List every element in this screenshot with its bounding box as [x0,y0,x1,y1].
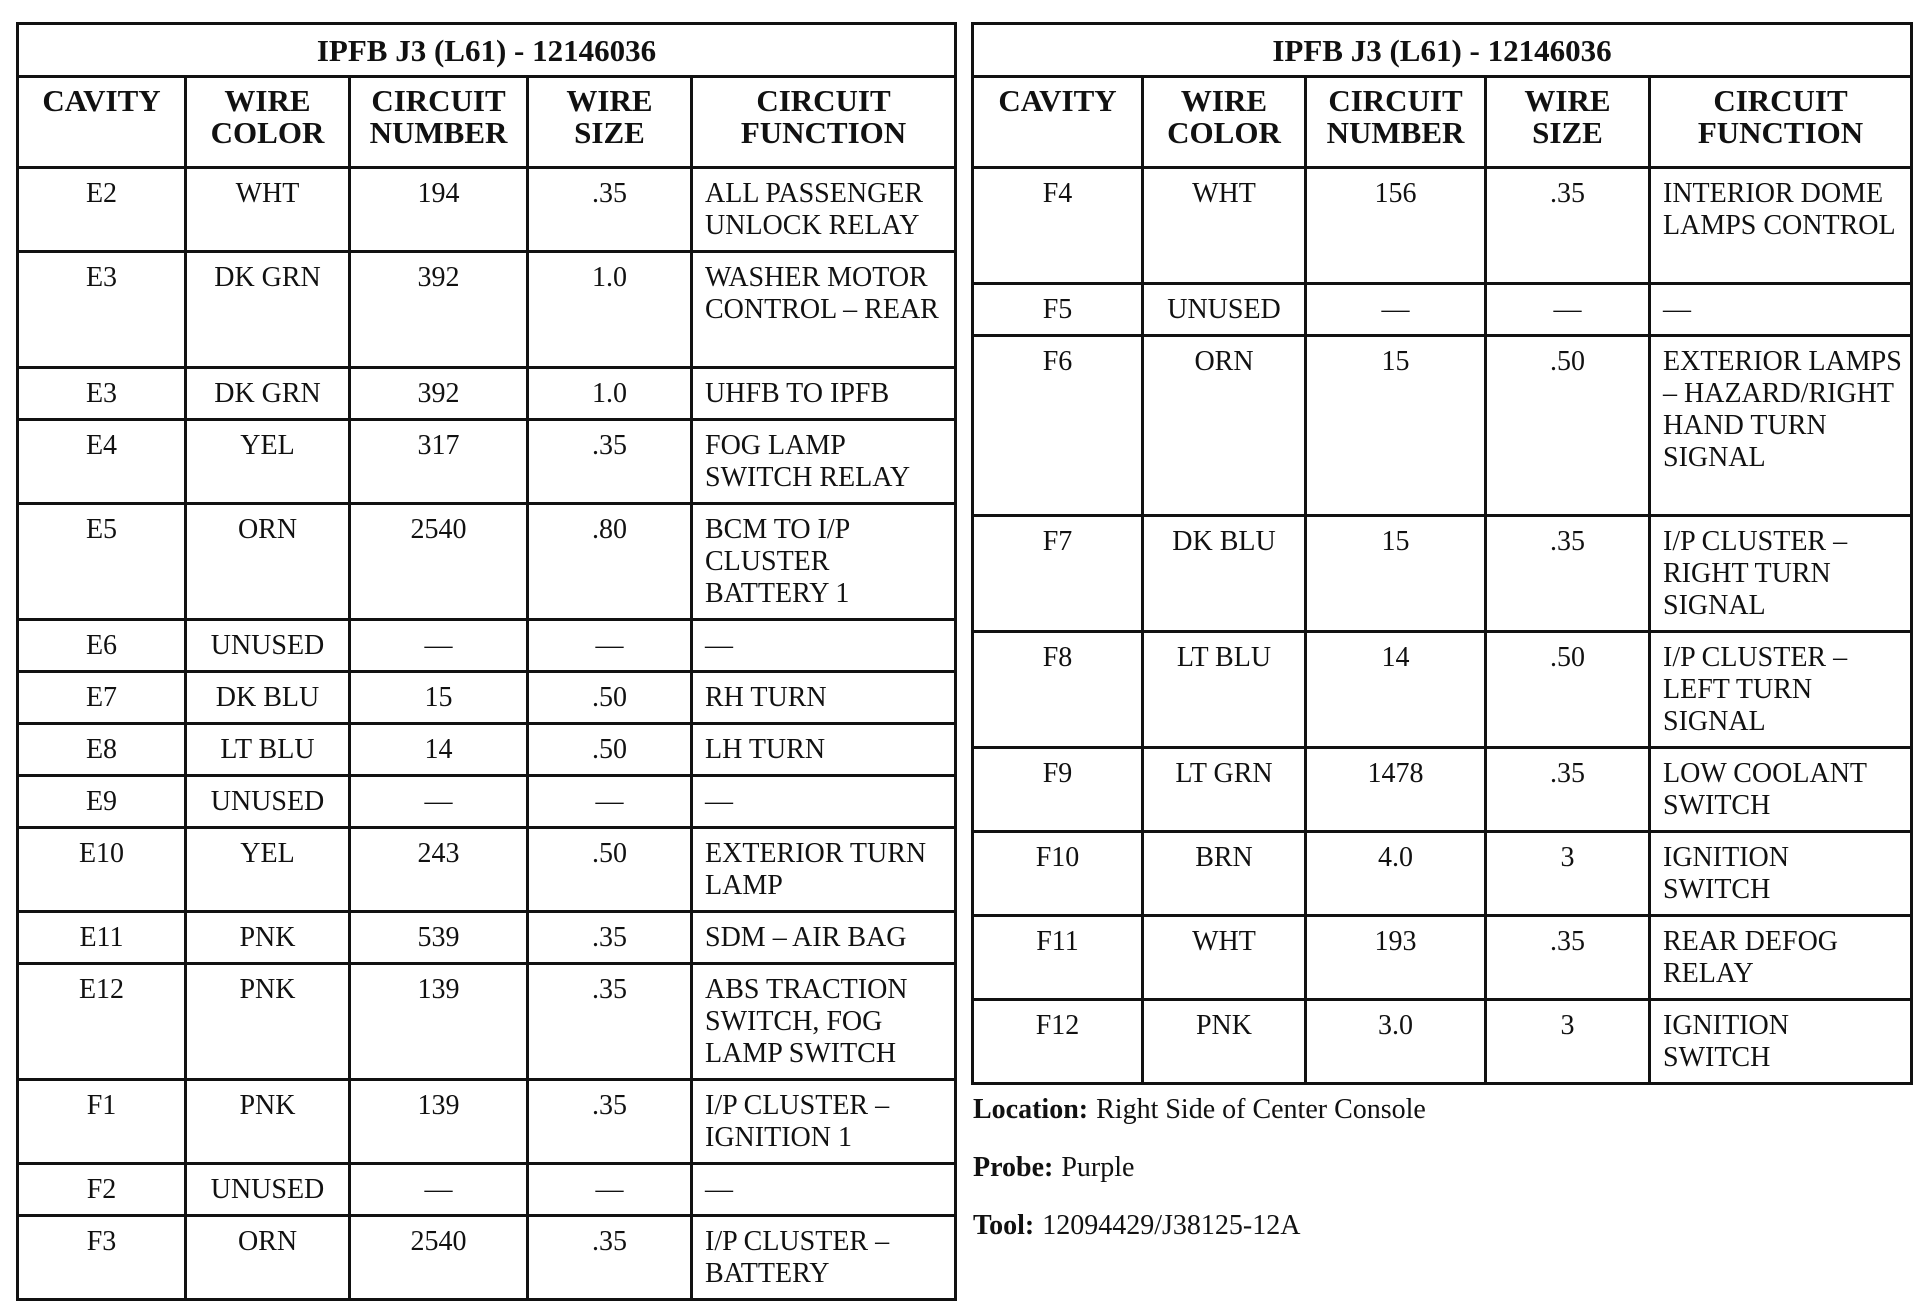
probe-value: Purple [1061,1152,1135,1183]
circuit-number-cell: 2540 [350,504,528,620]
wire-color-cell: LT GRN [1143,748,1306,832]
circuit-function-cell: EXTERIOR TURN LAMP [692,828,956,912]
wire-size-cell: .35 [1486,748,1650,832]
circuit-function-cell: IGNITION SWITCH [1650,832,1912,916]
table-row [18,724,956,776]
table-row [18,1080,956,1164]
table-row [973,284,1912,336]
wire-color-cell: DK GRN [186,368,350,420]
wire-color-cell: LT BLU [186,724,350,776]
circuit-number-cell: 14 [1306,632,1486,748]
circuit-number-cell: 14 [350,724,528,776]
table-title: IPFB J3 (L61) - 12146036 [18,24,956,77]
cavity-cell: E11 [18,912,186,964]
circuit-number-cell: — [1306,284,1486,336]
circuit-number-cell: 139 [350,1080,528,1164]
wire-color-cell: PNK [186,964,350,1080]
circuit-number-cell: 392 [350,368,528,420]
circuit-function-cell: ABS TRACTION SWITCH, FOG LAMP SWITCH [692,964,956,1080]
circuit-function-cell: RH TURN [692,672,956,724]
wire-size-cell: — [1486,284,1650,336]
circuit-number-cell: 15 [1306,336,1486,516]
cavity-cell: F4 [973,168,1143,284]
circuit-function-cell: SDM – AIR BAG [692,912,956,964]
column-header-circuit-function: CIRCUIT FUNCTION [1650,77,1912,168]
wire-color-cell: UNUSED [1143,284,1306,336]
circuit-number-cell: — [350,1164,528,1216]
table-body-left [18,168,956,1300]
wire-size-cell: 3 [1486,1000,1650,1084]
tool-label: Tool: [973,1210,1035,1241]
wire-color-cell: UNUSED [186,1164,350,1216]
column-header-wire-color: WIRE COLOR [1143,77,1306,168]
column-header-cavity: CAVITY [973,77,1143,168]
wire-size-cell: .50 [528,828,692,912]
wire-color-cell: BRN [1143,832,1306,916]
table-row [18,672,956,724]
connector-table-left [16,22,957,1301]
wire-size-cell: .35 [528,168,692,252]
cavity-cell: F8 [973,632,1143,748]
wire-size-cell: .50 [1486,336,1650,516]
circuit-number-cell: — [350,776,528,828]
table-row [18,620,956,672]
cavity-cell: E6 [18,620,186,672]
circuit-number-cell: 1478 [1306,748,1486,832]
cavity-cell: F11 [973,916,1143,1000]
cavity-cell: F6 [973,336,1143,516]
tool-value: 12094429/J38125-12A [1042,1210,1301,1241]
table-row [973,168,1912,284]
wire-color-cell: DK BLU [186,672,350,724]
cavity-cell: E12 [18,964,186,1080]
wire-color-cell: PNK [186,1080,350,1164]
wire-color-cell: UNUSED [186,776,350,828]
wire-size-cell: — [528,1164,692,1216]
circuit-function-cell: — [692,620,956,672]
wire-size-cell: .35 [528,964,692,1080]
connector-table-right [971,22,1913,1085]
circuit-number-cell: 156 [1306,168,1486,284]
cavity-cell: F2 [18,1164,186,1216]
wire-size-cell: .35 [528,1216,692,1300]
cavity-cell: E2 [18,168,186,252]
cavity-cell: E3 [18,368,186,420]
wire-color-cell: PNK [186,912,350,964]
table-row [973,832,1912,916]
wire-color-cell: YEL [186,828,350,912]
cavity-cell: E9 [18,776,186,828]
table-row [18,368,956,420]
circuit-function-cell: ALL PASSENGER UNLOCK RELAY [692,168,956,252]
table-row [18,1164,956,1216]
column-header-wire-size: WIRE SIZE [528,77,692,168]
wire-size-cell: .35 [528,420,692,504]
wire-size-cell: — [528,620,692,672]
table-row [18,964,956,1080]
circuit-number-cell: 539 [350,912,528,964]
circuit-number-cell: 243 [350,828,528,912]
wire-size-cell: 3 [1486,832,1650,916]
wire-color-cell: ORN [186,1216,350,1300]
wire-size-cell: 1.0 [528,252,692,368]
circuit-function-cell: IGNITION SWITCH [1650,1000,1912,1084]
wire-size-cell: .35 [528,912,692,964]
circuit-number-cell: 15 [350,672,528,724]
wire-size-cell: .35 [1486,516,1650,632]
circuit-number-cell: 15 [1306,516,1486,632]
wire-color-cell: LT BLU [1143,632,1306,748]
cavity-cell: E4 [18,420,186,504]
table-row [973,916,1912,1000]
table-body-right [973,168,1912,1084]
wire-color-cell: UNUSED [186,620,350,672]
circuit-function-cell: INTERIOR DOME LAMPS CONTROL [1650,168,1912,284]
table-title: IPFB J3 (L61) - 12146036 [973,24,1912,77]
circuit-function-cell: WASHER MOTOR CONTROL – REAR [692,252,956,368]
table-row [973,336,1912,516]
wire-color-cell: PNK [1143,1000,1306,1084]
column-header-wire-size: WIRE SIZE [1486,77,1650,168]
circuit-number-cell: 392 [350,252,528,368]
circuit-function-cell: I/P CLUSTER – RIGHT TURN SIGNAL [1650,516,1912,632]
cavity-cell: F5 [973,284,1143,336]
probe-line [973,1152,1134,1184]
cavity-cell: F3 [18,1216,186,1300]
cavity-cell: F7 [973,516,1143,632]
wire-color-cell: DK BLU [1143,516,1306,632]
table-row [18,252,956,368]
table-row [18,168,956,252]
circuit-number-cell: 317 [350,420,528,504]
table-row [18,912,956,964]
circuit-function-cell: FOG LAMP SWITCH RELAY [692,420,956,504]
cavity-cell: E5 [18,504,186,620]
table-row [18,828,956,912]
wire-size-cell: .50 [1486,632,1650,748]
cavity-cell: F12 [973,1000,1143,1084]
circuit-number-cell: 193 [1306,916,1486,1000]
circuit-function-cell: — [692,1164,956,1216]
cavity-cell: E10 [18,828,186,912]
cavity-cell: E3 [18,252,186,368]
table-row [18,776,956,828]
wire-size-cell: .50 [528,724,692,776]
circuit-function-cell: I/P CLUSTER – BATTERY [692,1216,956,1300]
column-header-circuit-number: CIRCUIT NUMBER [1306,77,1486,168]
table-row [18,504,956,620]
circuit-function-cell: EXTERIOR LAMPS – HAZARD/RIGHT HAND TURN SIGNAL [1650,336,1912,516]
location-value: Right Side of Center Console [1096,1094,1426,1125]
location-line [973,1094,1426,1126]
cavity-cell: E7 [18,672,186,724]
table-row [973,632,1912,748]
circuit-function-cell: I/P CLUSTER – IGNITION 1 [692,1080,956,1164]
column-header-cavity: CAVITY [18,77,186,168]
cavity-cell: E8 [18,724,186,776]
wire-color-cell: WHT [1143,168,1306,284]
tool-line [973,1210,1300,1242]
probe-label: Probe: [973,1152,1054,1183]
wire-size-cell: .80 [528,504,692,620]
location-label: Location: [973,1094,1089,1125]
wire-color-cell: ORN [186,504,350,620]
column-header-circuit-function: CIRCUIT FUNCTION [692,77,956,168]
wire-size-cell: .35 [1486,168,1650,284]
circuit-number-cell: 194 [350,168,528,252]
circuit-number-cell: 3.0 [1306,1000,1486,1084]
table-row [973,1000,1912,1084]
wire-size-cell: .50 [528,672,692,724]
circuit-number-cell: 4.0 [1306,832,1486,916]
column-header-circuit-number: CIRCUIT NUMBER [350,77,528,168]
wire-color-cell: YEL [186,420,350,504]
cavity-cell: F9 [973,748,1143,832]
table-row [18,420,956,504]
table-row [973,516,1912,632]
circuit-function-cell: — [1650,284,1912,336]
wire-size-cell: 1.0 [528,368,692,420]
circuit-number-cell: — [350,620,528,672]
circuit-function-cell: LOW COOLANT SWITCH [1650,748,1912,832]
wire-color-cell: WHT [1143,916,1306,1000]
circuit-number-cell: 139 [350,964,528,1080]
wire-size-cell: — [528,776,692,828]
wire-color-cell: WHT [186,168,350,252]
circuit-function-cell: BCM TO I/P CLUSTER BATTERY 1 [692,504,956,620]
circuit-function-cell: REAR DEFOG RELAY [1650,916,1912,1000]
circuit-function-cell: — [692,776,956,828]
wire-size-cell: .35 [528,1080,692,1164]
cavity-cell: F10 [973,832,1143,916]
table-row [973,748,1912,832]
wire-color-cell: ORN [1143,336,1306,516]
circuit-function-cell: UHFB TO IPFB [692,368,956,420]
column-header-wire-color: WIRE COLOR [186,77,350,168]
circuit-number-cell: 2540 [350,1216,528,1300]
cavity-cell: F1 [18,1080,186,1164]
circuit-function-cell: I/P CLUSTER – LEFT TURN SIGNAL [1650,632,1912,748]
table-row [18,1216,956,1300]
wire-color-cell: DK GRN [186,252,350,368]
wire-size-cell: .35 [1486,916,1650,1000]
circuit-function-cell: LH TURN [692,724,956,776]
